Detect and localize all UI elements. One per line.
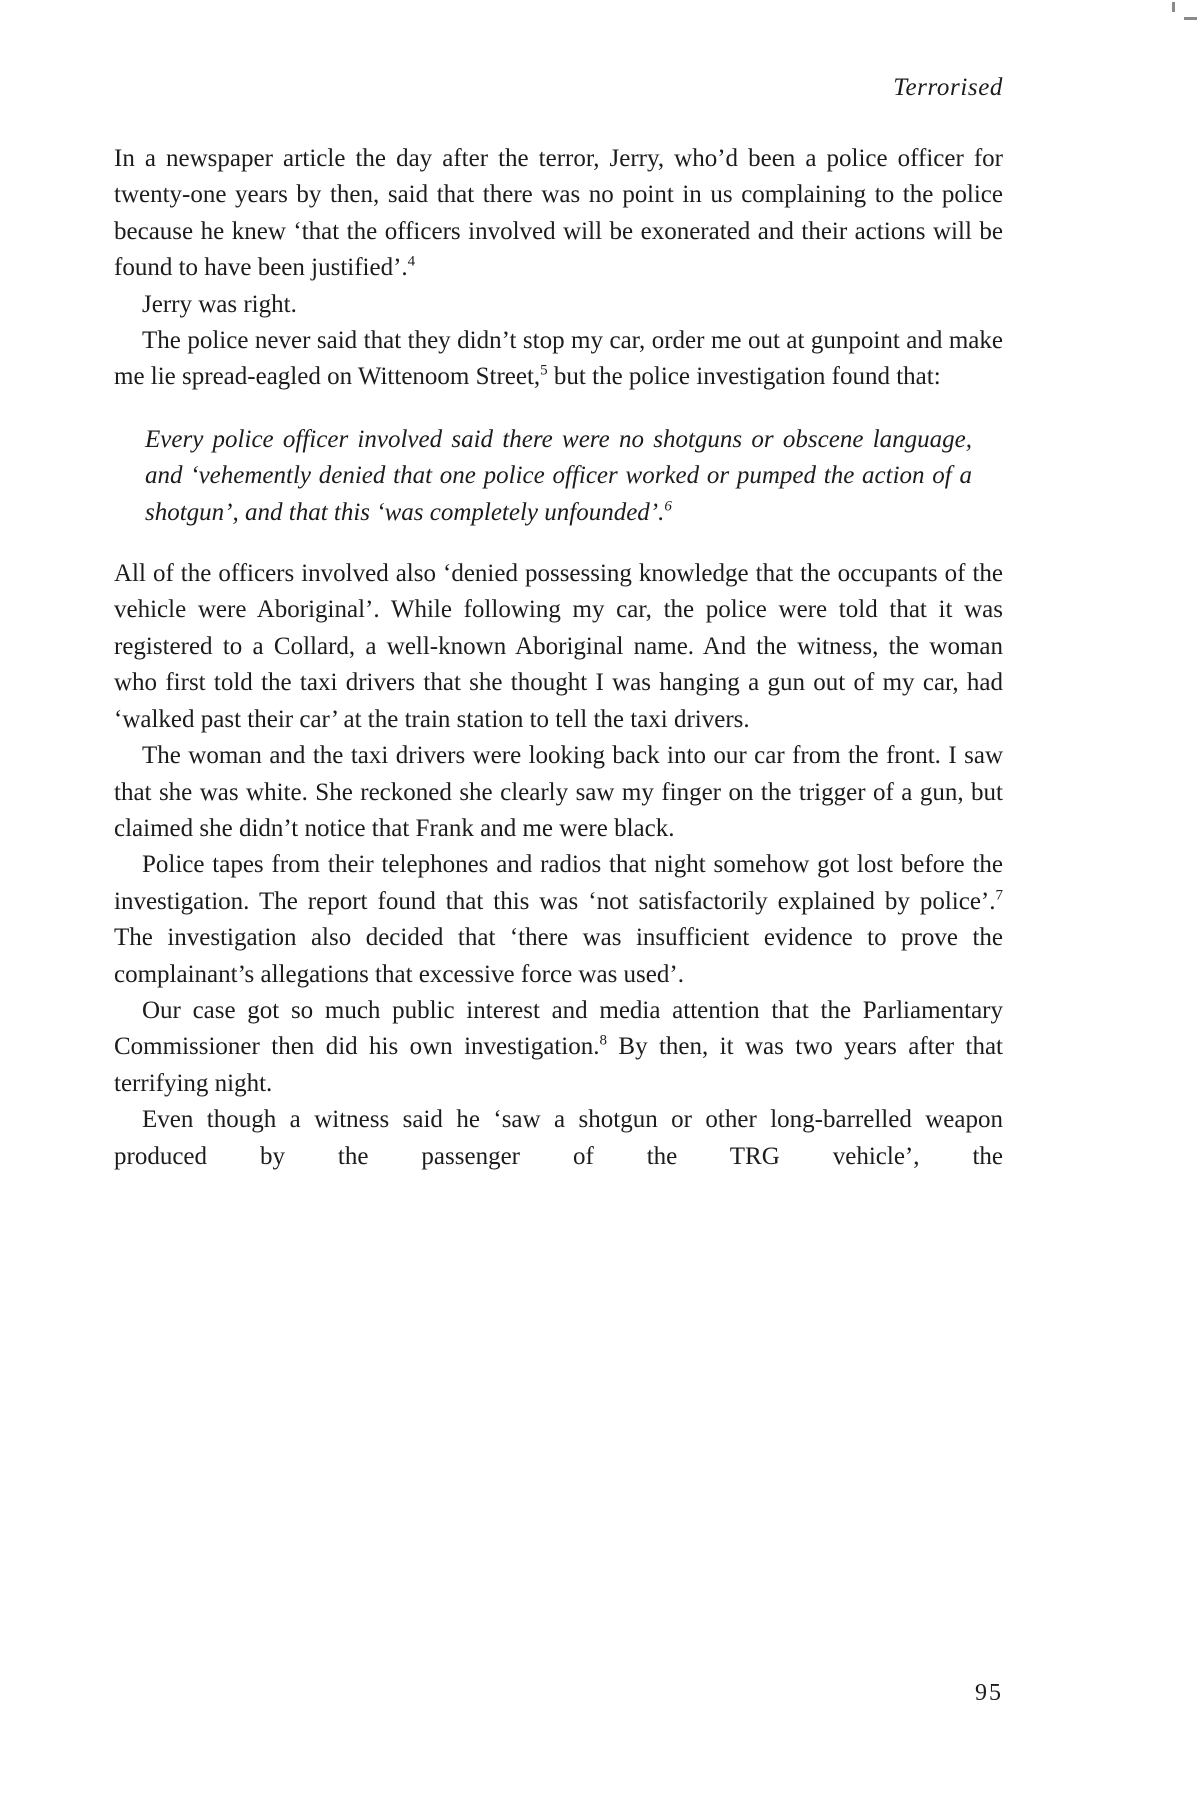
scan-artifact-tick [1172, 2, 1175, 12]
paragraph [114, 993, 1003, 1102]
page-number: 95 [975, 1680, 1003, 1706]
paragraph-text: The investigation also decided that ‘there was insufficient evidence to prove the complainant’s allegations that excessive force was used’. [114, 924, 1003, 988]
paragraph-text: Even though a witness said he ‘saw a shotgun or other long-barrelled weapon produced by the passenger of the TRG vehicle’, the [114, 1106, 1003, 1170]
paragraph [114, 847, 1003, 993]
quote-text: Every police officer involved said there were no shotguns or obscene language, and ‘vehemently denied that one police officer worked or pumped the action of a shotgun’, and that this ‘was completely unfounded’. [145, 425, 972, 526]
paragraph-text: but the police investigation found that: [547, 363, 941, 391]
paragraph-text: Jerry was right. [142, 290, 297, 318]
footnote-ref: 8 [599, 1033, 607, 1050]
paragraph [114, 1102, 1003, 1175]
paragraph-text: All of the officers involved also ‘denied possessing knowledge that the occupants of the vehicle were Aboriginal’. While following my car, the police were told that it was registered to a Collard, a well-known Aboriginal name. And the witness, the woman who first told the taxi drivers that she thought I was hanging a gun out of my car, had ‘walked past their car’ at the train station to tell the taxi drivers. [114, 560, 1003, 733]
footnote-ref: 6 [664, 498, 672, 515]
scan-artifact-dash [1184, 17, 1197, 20]
paragraph-text: Our case got so much public interest and media attention that the Parliamentary Commissioner then did his own investigation. [114, 996, 1003, 1061]
paragraph-text: In a newspaper article the day after the terror, Jerry, who’d been a police officer for twenty-one years by then, said that there was no point in us complaining to the police because he knew ‘that the officers involved will be exonerated and their actions will be found to have been justified’. [114, 145, 1003, 282]
paragraph [114, 556, 1003, 738]
paragraph [114, 323, 1003, 396]
block-quote [145, 422, 972, 531]
page-content [114, 141, 1003, 1175]
footnote-ref: 5 [540, 363, 548, 380]
paragraph-text: The woman and the taxi drivers were looking back into our car from the front. I saw that she was white. She reckoned she clearly saw my finger on the trigger of a gun, but claimed she didn’t notice that Frank and me were black. [114, 742, 1003, 842]
footnote-ref: 4 [407, 253, 416, 270]
paragraph-text: The police never said that they didn’t stop my car, order me out at gunpoint and make me lie spread-eagled on Wittenoom Street, [114, 327, 1003, 391]
footnote-ref: 7 [995, 887, 1003, 904]
paragraph [114, 287, 1003, 323]
paragraph [114, 141, 1003, 287]
running-header: Terrorised [893, 74, 1003, 101]
paragraph-text: By then, it was two years after that terrifying night. [114, 1033, 1003, 1097]
paragraph-text: Police tapes from their telephones and radios that night somehow got lost before the investigation. The report found that this was ‘not satisfactorily explained by police’. [114, 851, 1003, 915]
paragraph [114, 738, 1003, 847]
